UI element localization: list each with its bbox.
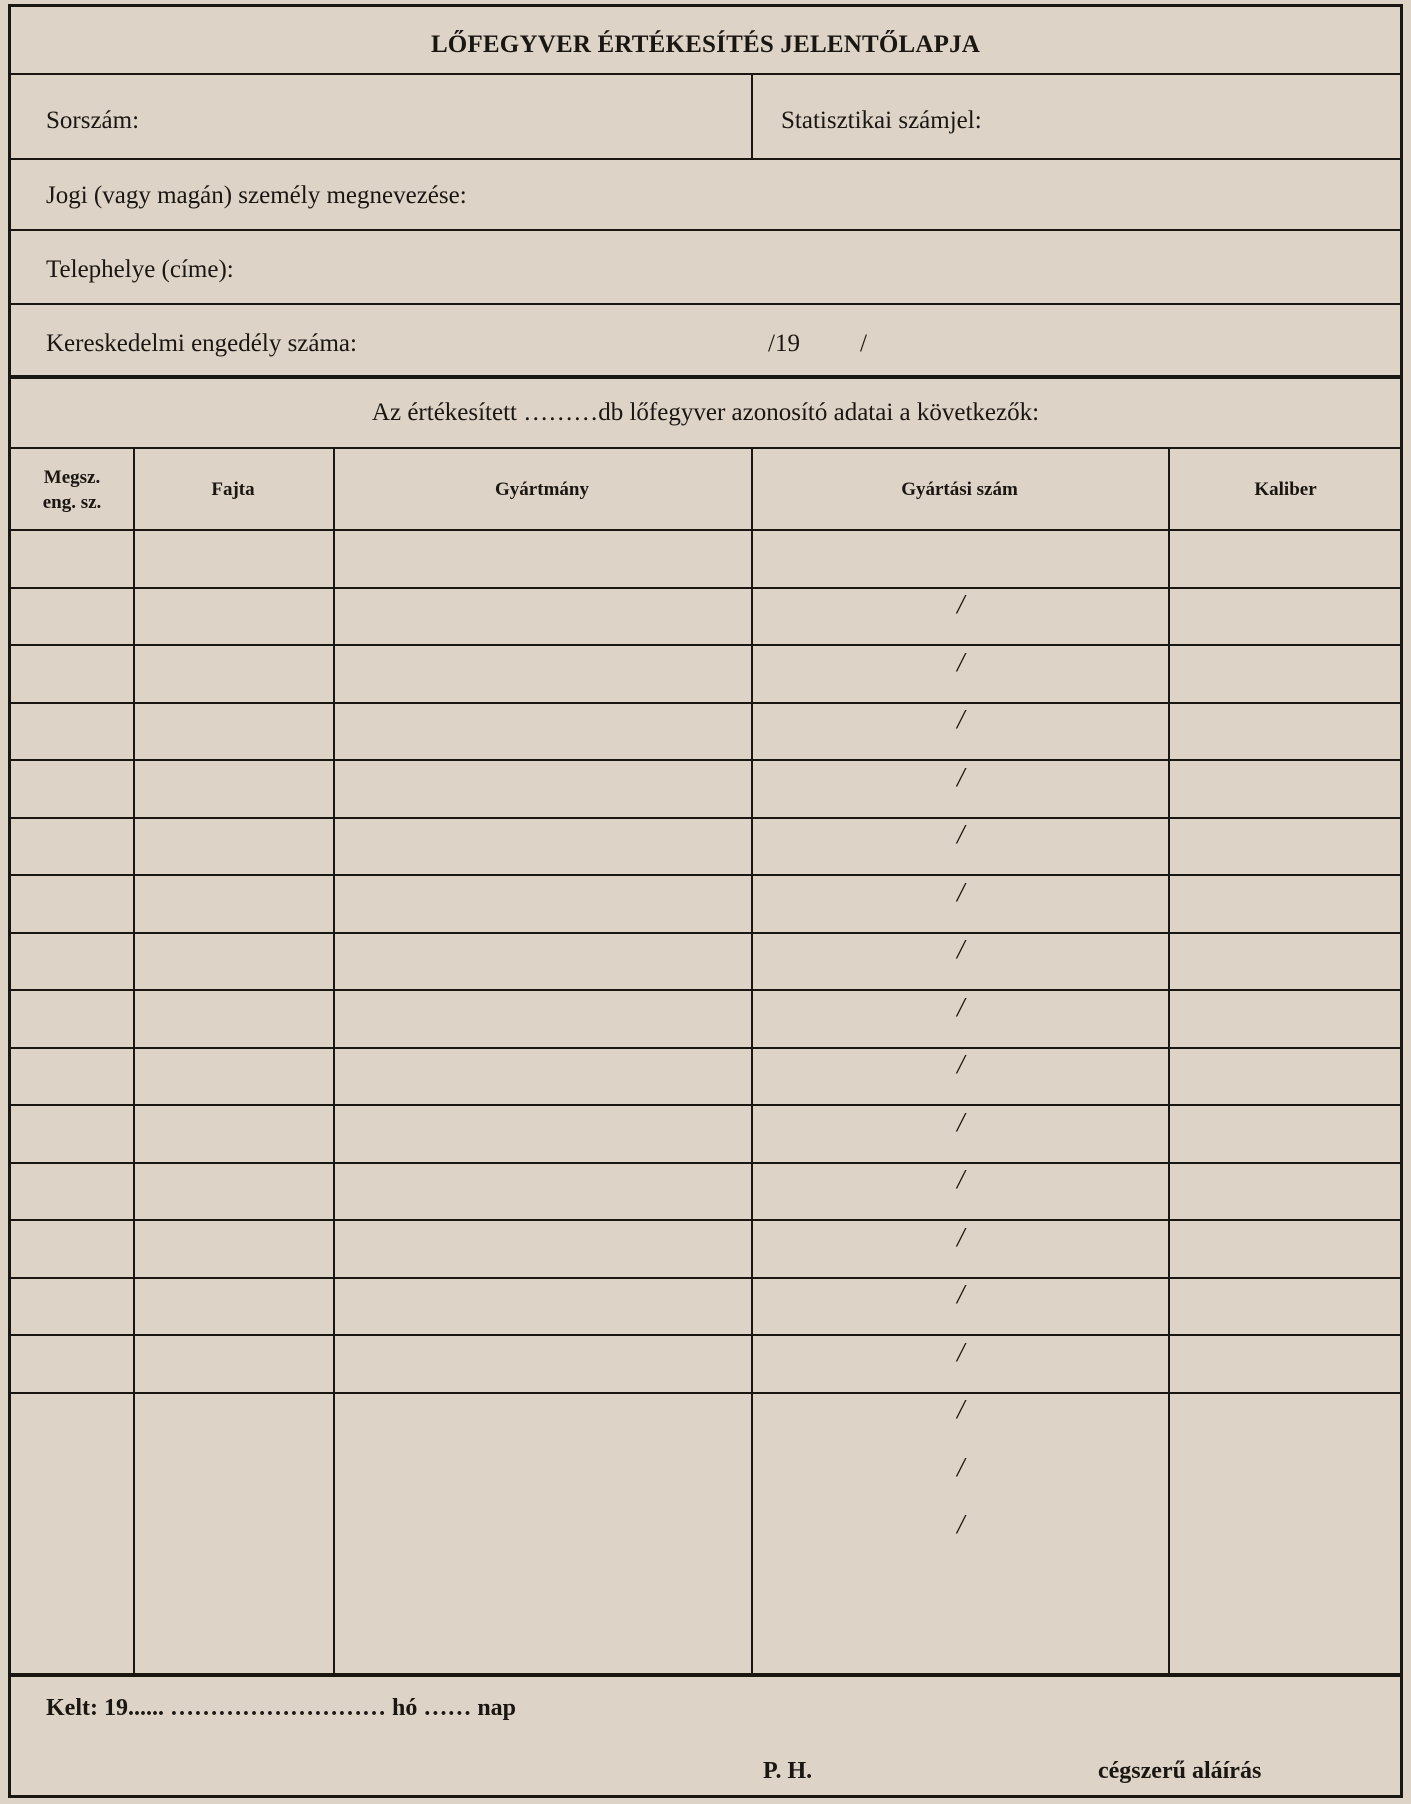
table-row-divider: [11, 1047, 1400, 1049]
serial-number-slash: /: [957, 934, 965, 964]
serial-number-slash: /: [957, 1221, 965, 1252]
license-slash: /: [860, 330, 867, 357]
table-row-divider: [11, 529, 1400, 531]
header-caliber: Kaliber: [1254, 479, 1317, 500]
table-column-divider: [751, 447, 753, 1673]
header-type: Fajta: [211, 479, 255, 500]
license-number-label: Kereskedelmi engedély száma:: [46, 330, 357, 357]
serial-number-slash: /: [957, 646, 965, 677]
signature-label: cégszerű aláírás: [1098, 1758, 1262, 1784]
table-row-divider: [11, 1162, 1400, 1164]
serial-number-slash: /: [957, 1394, 965, 1424]
serial-number-slash: /: [957, 1049, 965, 1079]
header-make: Gyártmány: [495, 479, 589, 500]
table-row-divider: [11, 759, 1400, 761]
form-title: LŐFEGYVER ÉRTÉKESÍTÉS JELENTŐLAPJA: [430, 31, 981, 58]
serial-number-slash: /: [957, 1336, 965, 1367]
header-permit-number-line2: eng. sz.: [42, 492, 102, 513]
serial-number-slash: /: [957, 876, 965, 907]
divider: [751, 73, 753, 158]
serial-number-slash: /: [957, 1279, 965, 1309]
entity-name-label: Jogi (vagy magán) személy megnevezése:: [46, 182, 467, 209]
table-row-divider: [11, 1392, 1400, 1394]
divider: [11, 303, 1400, 305]
table-row-divider: [11, 644, 1400, 646]
license-year-prefix: /19: [768, 330, 800, 357]
header-serial-number: Gyártási szám: [901, 479, 1018, 500]
date-line: Kelt: 19...... ……………………… hó …… nap: [46, 1695, 517, 1721]
section-heading: Az értékesített ………db lőfegyver azonosító adatai a következők:: [371, 399, 1040, 426]
table-row-divider: [11, 1277, 1400, 1279]
table-row-divider: [11, 1219, 1400, 1221]
address-label: Telephelye (címe):: [46, 256, 234, 283]
serial-number-slash: /: [957, 589, 965, 619]
serial-number-slash: /: [957, 1451, 965, 1482]
divider: [11, 73, 1400, 75]
table-column-divider: [1168, 447, 1170, 1673]
header-permit-number-line1: Megsz.: [43, 467, 101, 488]
table-row-divider: [11, 989, 1400, 991]
table-row-divider: [11, 874, 1400, 876]
table-row-divider: [11, 587, 1400, 589]
table-row-divider: [11, 1334, 1400, 1336]
serial-number-slash: /: [957, 704, 965, 734]
stamp-label: P. H.: [763, 1758, 813, 1784]
serial-number-slash: /: [957, 1509, 965, 1539]
serial-number-slash: /: [957, 991, 965, 1022]
divider: [11, 447, 1400, 449]
serial-number-label: Sorszám:: [46, 107, 140, 134]
report-form: [8, 4, 1403, 1798]
serial-number-slash: /: [957, 1106, 965, 1137]
serial-number-slash: /: [957, 1164, 965, 1194]
section-divider: [11, 1673, 1400, 1677]
table-row-divider: [11, 817, 1400, 819]
table-row-divider: [11, 702, 1400, 704]
table-row-divider: [11, 932, 1400, 934]
divider: [11, 158, 1400, 160]
section-divider: [11, 375, 1400, 379]
serial-number-slash: /: [957, 819, 965, 849]
table-column-divider: [333, 447, 335, 1673]
statistical-code-label: Statisztikai számjel:: [781, 107, 982, 134]
table-row-divider: [11, 1104, 1400, 1106]
divider: [11, 229, 1400, 231]
serial-number-slash: /: [957, 761, 965, 792]
table-column-divider: [133, 447, 135, 1673]
